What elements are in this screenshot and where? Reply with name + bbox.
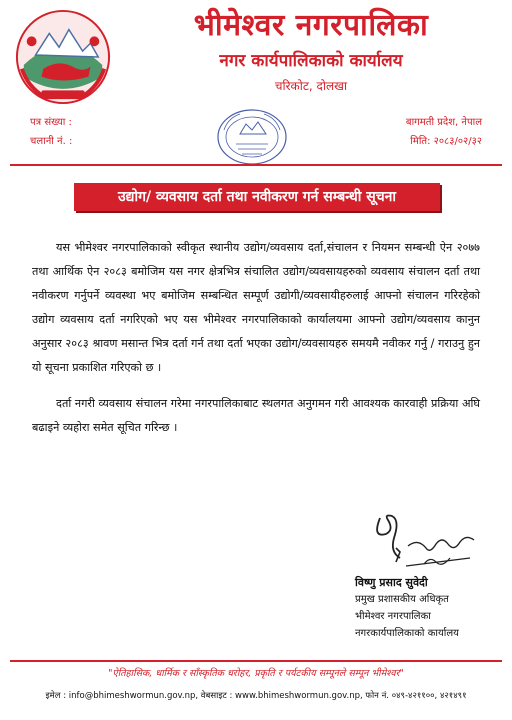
org-name: भीमेश्वर नगरपालिका (193, 8, 429, 43)
notice-paragraph-1: यस भीमेश्वर नगरपालिकाको स्वीकृत स्थानीय उद्योग/व्यवसाय दर्ता,संचालन र नियमन सम्बन्धी ऐन २०७७ तथा आर्थिक ऐन २०८३ बमोजिम यस नगर क्षेत्रभित्र संचालित उद्योग/व्यवसायहरुको व्यवसाय संचालन दर्ता तथा नवीकरण गर्नुपर्ने व्यवस्था भए बमोजिम सम्बन्धित सम्पूर्ण उद्योगी/व्यवसायीहरुलाई आफ्नो संचालन गरिरहेको उद्योग व्यवसाय दर्ता नगरिएको भए यस भीमेश्वर नगरपालिकाको कार्यालयमा आफ्नो उद्योग/व्यवसाय कानुन अनुसार २०८३ श्रावण मसान्त भित्र दर्ता गर्न तथा दर्ता भएका उद्योग/व्यवसायहरु समयमै नवीकर गर्नु / गराउनु हुन यो सूचना प्रकाशित गरिएको छ । (32, 241, 480, 374)
office-seal-stamp (216, 108, 288, 166)
office-location: चरिकोट, दोलखा (274, 79, 348, 93)
ref-no-label: पत्र संख्या : (30, 117, 72, 128)
signatory-block (355, 574, 459, 642)
dispatch-no-label: चलानी नं. : (30, 136, 73, 147)
province-date-block (406, 113, 482, 151)
date-label: मिति: २०८३/०२/३२ (410, 136, 482, 147)
office-name: नगर कार्यपालिकाको कार्यालय (219, 51, 403, 71)
header-divider (10, 164, 502, 166)
letterhead (120, 6, 502, 96)
footer-divider (10, 660, 502, 662)
signatory-name: विष्णु प्रसाद सुवेदी (355, 576, 428, 589)
nepal-emblem-logo (14, 8, 112, 106)
signatory-designation: प्रमुख प्रशासकीय अधिकृत (355, 594, 449, 605)
province-label: बागमती प्रदेश, नेपाल (405, 117, 482, 128)
footer-motto: "ऐतिहासिक, धार्मिक र साँस्कृतिक धरोहर, प्रकृति र पर्यटकीय सम्पूनले सम्पून भीमेश्वर" (108, 668, 404, 679)
notice-title: उद्योग/ व्यवसाय दर्ता तथा नवीकरण गर्न सम्बन्धी सूचना (74, 183, 440, 211)
footer-contact: इमेल : info@bhimeshwormun.gov.np, वेबसाइट : www.bhimeshwormun.gov.np, फोन नं. ०४९-४२११००, ४२१४९१ (45, 691, 467, 701)
handwritten-signature (366, 508, 486, 572)
notice-body (32, 236, 480, 440)
notice-paragraph-2: दर्ता नगरी व्यवसाय संचालन गरेमा नगरपालिकाबाट स्थलगत अनुगमन गरी आवश्यक कारवाही प्रक्रिया अघि बढाइने व्यहोरा समेत सूचित गरिन्छ । (32, 397, 480, 434)
signatory-municipality: भीमेश्वर नगरपालिका (355, 611, 431, 622)
reference-block (30, 113, 72, 151)
signatory-office: नगरकार्यपालिकाको कार्यालय (355, 628, 459, 639)
